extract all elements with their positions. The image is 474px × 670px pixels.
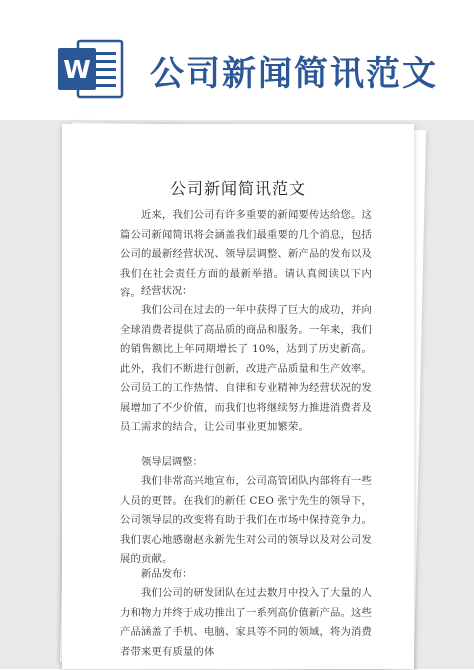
svg-text:W: W <box>63 55 91 84</box>
section-heading-leadership: 领导层调整： <box>141 456 203 468</box>
banner-title: 公司新闻简讯范文 <box>150 54 438 94</box>
banner <box>0 0 474 120</box>
section-heading-operations: 经营状况： <box>141 285 193 297</box>
intro-paragraph: 近来，我们公司有许多重要的新闻要传达给您。这篇公司新闻简讯将会涵盖我们最重要的几个消息，包括公司的最新经营状况、领导层调整、新产品的发布以及我们在社会责任方面的最新举措。请认真阅读以下内容。 <box>120 209 372 299</box>
document-title: 公司新闻简讯范文 <box>169 179 306 198</box>
section-heading-new-products: 新品发布： <box>141 568 193 580</box>
section-body-new-products: 我们公司的研发团队在过去数月中投入了大量的人力和物力并终于成功推出了一系列高价值新产品。这些产品涵盖了手机、电脑、家具等不同的领域，将为消费者带来更有质量的体 <box>120 587 372 658</box>
section-body-operations: 我们公司在过去的一年中获得了巨大的成功，并向全球消费者提供了高品质的商品和服务。一年来，我们的销售额比上年同期增长了 10%，达到了历史新高。此外，我们不断进行创新，改进产品质量和生产效率。公司员工的工作热情、自律和专业精神为经营状况的发展增加了不少价值，而我们也将继续努力推进消费者及员工需求的结合，让公司事业更加繁荣。 <box>120 304 372 433</box>
word-document-icon <box>58 38 124 100</box>
section-body-leadership: 我们非常高兴地宣布，公司高管团队内部将有一些人员的更替。在我们的新任 CEO 张宁先生的领导下，公司领导层的改变将有助于我们在市场中保持竞争力。我们衷心地感谢赵永新先生对公司的领导以及对公司发展的贡献。 <box>120 475 372 565</box>
document-page <box>62 124 414 669</box>
